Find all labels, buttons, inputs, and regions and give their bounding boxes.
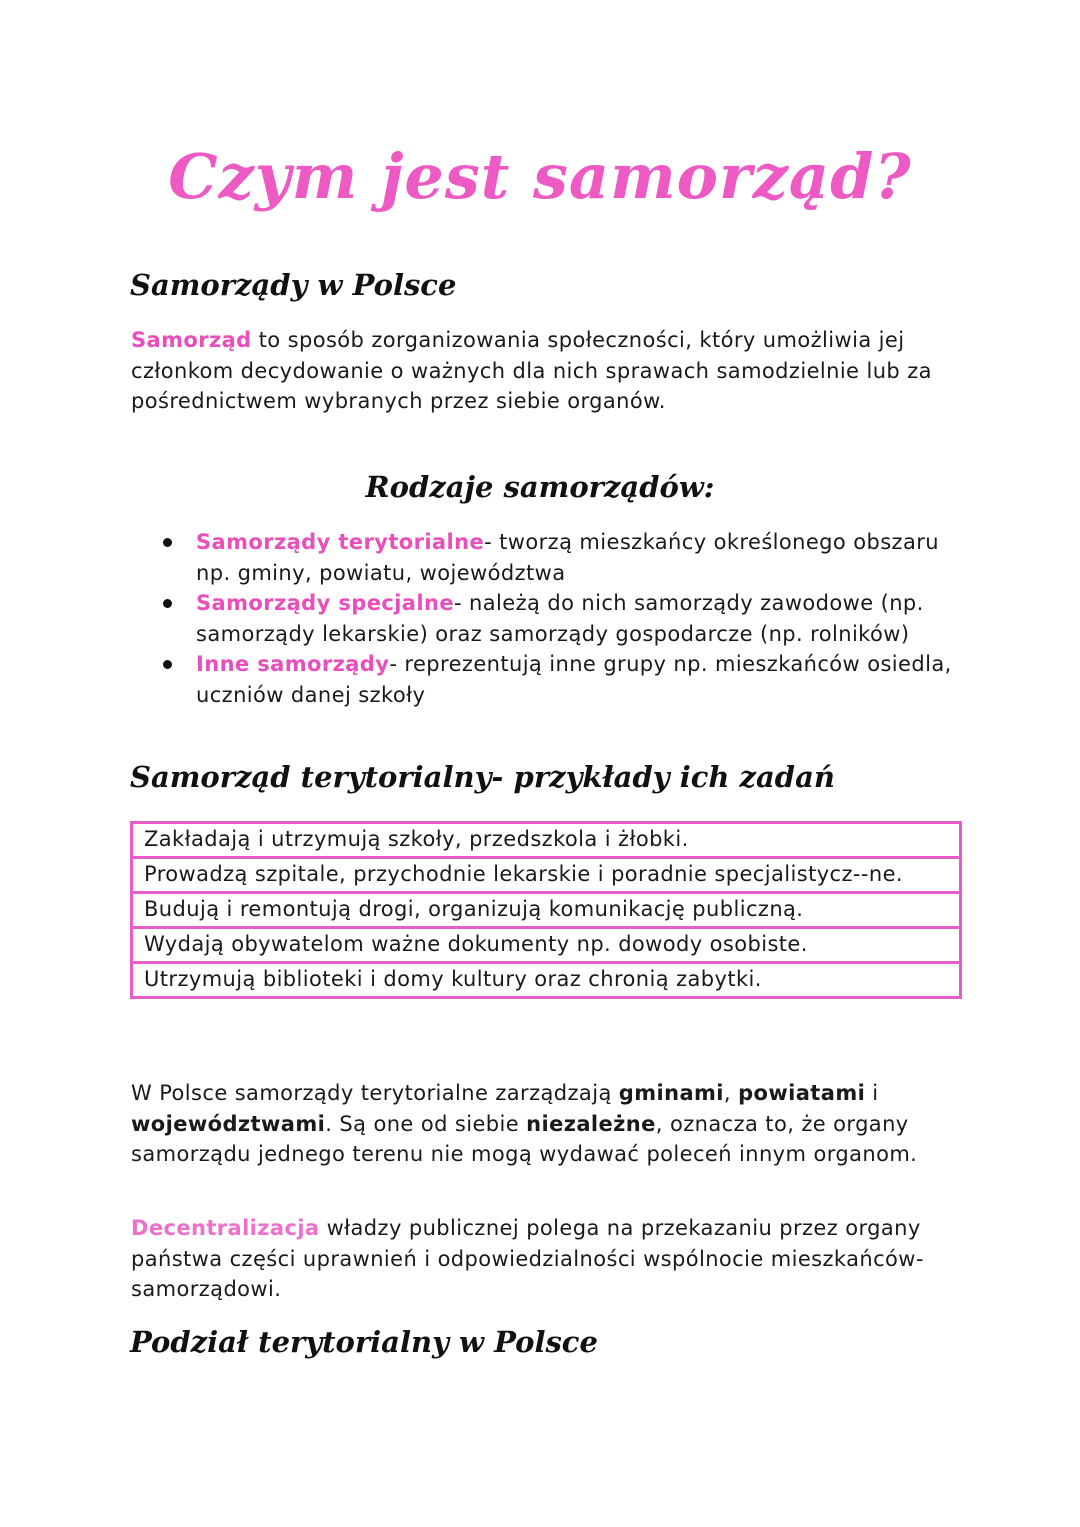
list-item [0, 649, 1080, 710]
type-term: Samorządy specjalne [196, 591, 454, 615]
definition-paragraph [131, 325, 961, 417]
page-title: Czym jest samorząd? [168, 140, 912, 213]
list-item [0, 588, 1080, 649]
bullet-icon [163, 599, 172, 608]
term-decentralizacja: Decentralizacja [131, 1216, 320, 1240]
table-row: Wydają obywatelom ważne dokumenty np. dowody osobiste. [133, 929, 959, 964]
bold-niezalezne: niezależne [526, 1111, 656, 1136]
type-text: - reprezentują inne grupy np. mieszkańców osiedla, uczniów danej szkoły [196, 652, 952, 707]
bold-wojewodztwami: województwami [131, 1111, 326, 1136]
section-heading-podzial: Podział terytorialny w Polsce [130, 1325, 598, 1359]
text-span: , [723, 1081, 739, 1105]
decentralizacja-text: władzy publicznej polega na przekazaniu przez organy państwa części uprawnień i odpowiedzialności wspólnocie mieszkańców- samorządowi. [131, 1216, 924, 1301]
text-span: W Polsce samorządy terytorialne zarządzają [131, 1081, 619, 1105]
table-row: Prowadzą szpitale, przychodnie lekarskie i poradnie specjalistycz--ne. [133, 859, 959, 894]
term-samorzad: Samorząd [131, 328, 252, 352]
section-heading-samorzady-w-polsce: Samorządy w Polsce [130, 268, 457, 302]
type-term: Samorządy terytorialne [196, 530, 485, 554]
table-row: Utrzymują biblioteki i domy kultury oraz chronią zabytki. [144, 967, 762, 991]
section-heading-zadania: Samorząd terytorialny- przykłady ich zadań [130, 760, 835, 794]
table-row: Budują i remontują drogi, organizują komunikację publiczną. [133, 894, 959, 929]
table-row: Zakładają i utrzymują szkoły, przedszkola i żłobki. [133, 824, 959, 859]
bold-powiatami: powiatami [738, 1081, 866, 1105]
types-list [0, 527, 1080, 710]
type-text: - tworzą mieszkańcy określonego obszaru np. gminy, powiatu, województwa [196, 530, 939, 585]
text-span: . Są one od siebie [325, 1111, 527, 1136]
bullet-icon [163, 538, 172, 547]
paragraph-decentralizacja [131, 1213, 961, 1305]
type-text: - należą do nich samorządy zawodowe (np. samorządy lekarskie) oraz samorządy gospodarcze (np. rolników) [196, 591, 924, 646]
text-span: , oznacza to, że organy samorządu jednego terenu nie mogą wydawać poleceń innym organom. [131, 1111, 918, 1166]
definition-text: to sposób zorganizowania społeczności, który umożliwia jej członkom decydowanie o ważnych dla nich sprawach samodzielnie lub za pośrednictwem wybranych przez siebie organów. [131, 328, 932, 413]
type-term: Inne samorządy [196, 652, 390, 676]
section-heading-rodzaje: Rodzaje samorządów: [365, 470, 715, 504]
tasks-table [130, 821, 962, 999]
paragraph-gminy [131, 1078, 961, 1170]
bold-gminami: gminami [618, 1081, 724, 1105]
bullet-icon [163, 660, 172, 669]
list-item [0, 527, 1080, 588]
text-span: i [865, 1081, 879, 1105]
